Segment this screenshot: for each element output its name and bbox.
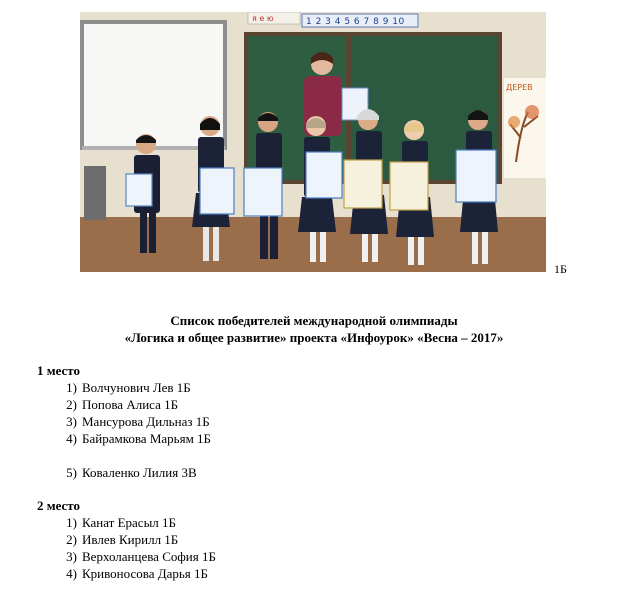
list-item [37, 430, 211, 447]
list-item-text: Канат Ерасыл 1Б [82, 515, 177, 530]
first-place-section [37, 362, 211, 481]
list-item-number: 4) [66, 431, 77, 446]
winners-list [37, 514, 216, 582]
page-heading [0, 312, 628, 346]
alphabet-strip: я е ю [252, 14, 274, 23]
second-place-section [37, 497, 216, 582]
list-item [37, 413, 211, 430]
section-title: 2 место [37, 498, 81, 513]
list-item [37, 514, 216, 531]
list-item-text: Кривоносова Дарья 1Б [82, 566, 208, 581]
list-item-number: 3) [66, 549, 77, 564]
list-item-number: 2) [66, 532, 77, 547]
list-item-number: 1) [66, 380, 77, 395]
list-item-number: 3) [66, 414, 77, 429]
list-item-text: Ивлев Кирилл 1Б [82, 532, 179, 547]
heading-line-1: Список победителей международной олимпиады [170, 313, 458, 328]
list-item-text: Попова Алиса 1Б [82, 397, 179, 412]
list-item-text: Верхоланцева София 1Б [82, 549, 216, 564]
list-item-text: Волчунович Лев 1Б [82, 380, 191, 395]
number-strip: 1 2 3 4 5 6 7 8 9 10 [306, 17, 405, 27]
list-item-text: Мансурова Дильназ 1Б [82, 414, 210, 429]
list-item-text: Байрамкова Марьям 1Б [82, 431, 212, 446]
winners-list [37, 379, 211, 447]
list-item [37, 531, 216, 548]
list-item-number: 1) [66, 515, 77, 530]
class-photo [80, 12, 546, 272]
list-item [37, 565, 216, 582]
heading-line-2: «Логика и общее развитие» проекта «Инфоурок» «Весна – 2017» [124, 330, 504, 345]
list-item [37, 396, 211, 413]
list-item-number: 2) [66, 397, 77, 412]
list-item [37, 464, 211, 481]
list-item [37, 379, 211, 396]
list-item [37, 548, 216, 565]
list-item-number: 5) [66, 465, 77, 480]
side-poster-text: ДЕРЕВ [506, 83, 533, 92]
section-title: 1 место [37, 363, 81, 378]
winners-list-extra [37, 464, 211, 481]
list-item-number: 4) [66, 566, 77, 581]
list-item-text: Коваленко Лилия 3В [82, 465, 197, 480]
photo-caption: 1Б [554, 262, 567, 276]
